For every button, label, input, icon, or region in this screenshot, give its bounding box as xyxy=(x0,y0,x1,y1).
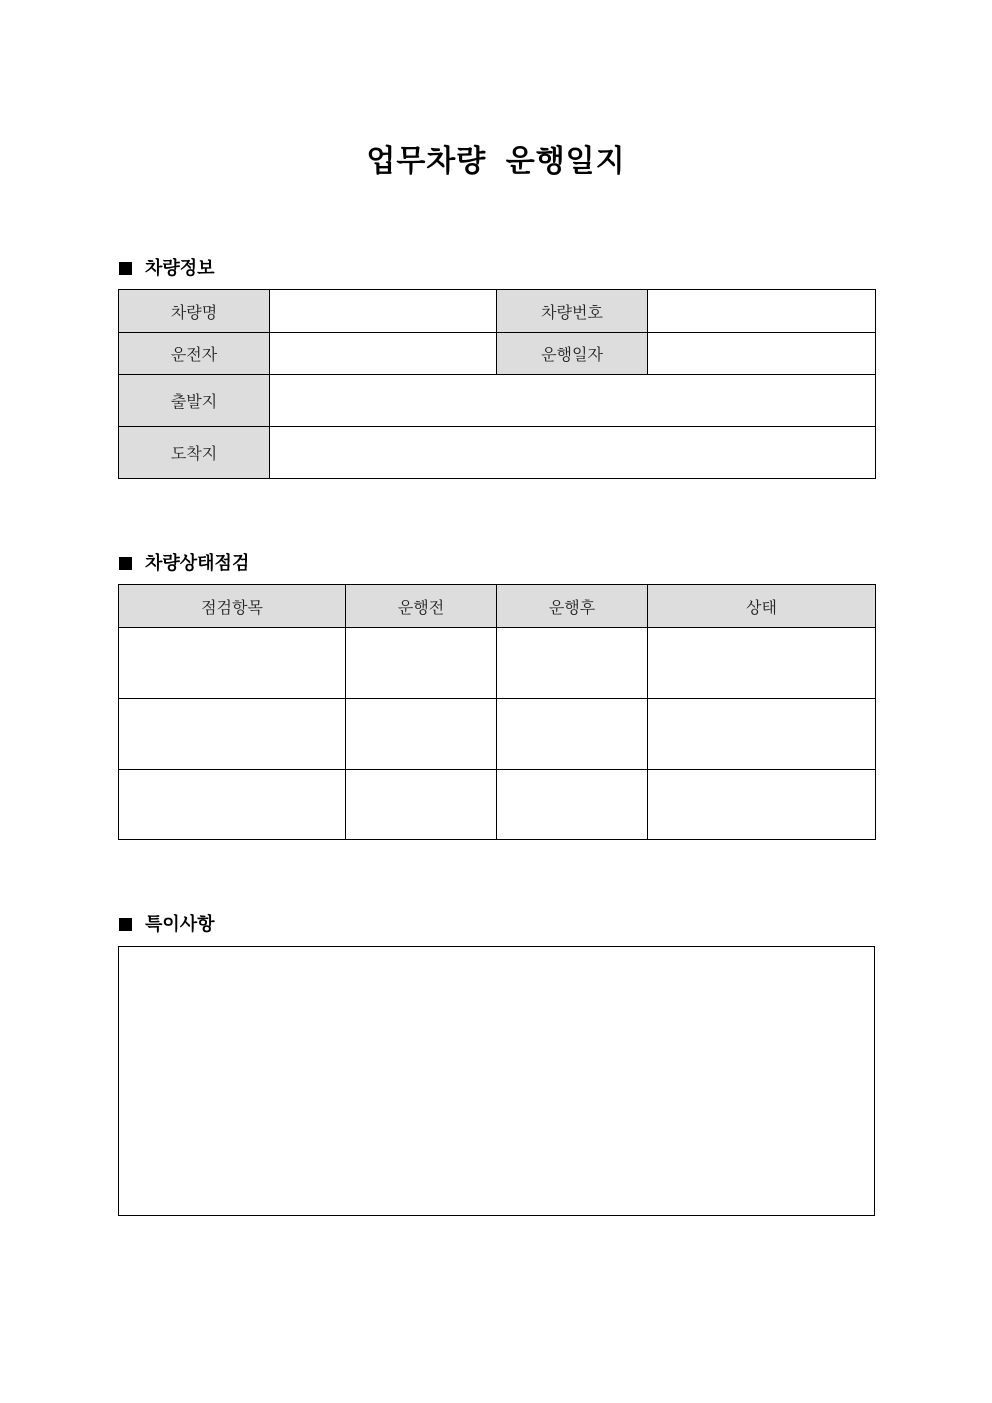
table-row xyxy=(119,699,876,770)
notes-box[interactable] xyxy=(118,946,875,1216)
section-title: 특이사항 xyxy=(145,914,215,935)
table-row xyxy=(119,770,876,840)
status-cell[interactable] xyxy=(648,699,876,770)
before-cell[interactable] xyxy=(346,699,497,770)
inspection-table xyxy=(118,584,876,840)
section-title: 차량상태점검 xyxy=(145,553,250,574)
operation-date-field[interactable] xyxy=(648,333,876,375)
label-driver: 운전자 xyxy=(119,333,270,375)
section-heading-inspection xyxy=(119,549,249,575)
square-bullet-icon xyxy=(119,262,132,275)
arrival-field[interactable] xyxy=(270,427,876,479)
after-cell[interactable] xyxy=(497,628,648,699)
before-cell[interactable] xyxy=(346,628,497,699)
departure-field[interactable] xyxy=(270,375,876,427)
section-heading-vehicle-info xyxy=(119,254,215,280)
item-cell[interactable] xyxy=(119,699,346,770)
table-row xyxy=(119,427,876,479)
table-header-row xyxy=(119,585,876,628)
vehicle-name-field[interactable] xyxy=(270,290,497,333)
column-header-before: 운행전 xyxy=(346,585,497,628)
vehicle-info-table xyxy=(118,289,876,479)
square-bullet-icon xyxy=(119,557,132,570)
table-row xyxy=(119,375,876,427)
label-operation-date: 운행일자 xyxy=(497,333,648,375)
vehicle-number-field[interactable] xyxy=(648,290,876,333)
column-header-item: 점검항목 xyxy=(119,585,346,628)
status-cell[interactable] xyxy=(648,770,876,840)
status-cell[interactable] xyxy=(648,628,876,699)
column-header-after: 운행후 xyxy=(497,585,648,628)
driver-field[interactable] xyxy=(270,333,497,375)
label-vehicle-name: 차량명 xyxy=(119,290,270,333)
after-cell[interactable] xyxy=(497,699,648,770)
item-cell[interactable] xyxy=(119,628,346,699)
before-cell[interactable] xyxy=(346,770,497,840)
label-arrival: 도착지 xyxy=(119,427,270,479)
after-cell[interactable] xyxy=(497,770,648,840)
label-vehicle-number: 차량번호 xyxy=(497,290,648,333)
table-row xyxy=(119,333,876,375)
label-departure: 출발지 xyxy=(119,375,270,427)
column-header-status: 상태 xyxy=(648,585,876,628)
table-row xyxy=(119,628,876,699)
item-cell[interactable] xyxy=(119,770,346,840)
section-heading-notes xyxy=(119,910,215,936)
square-bullet-icon xyxy=(119,918,132,931)
section-title: 차량정보 xyxy=(145,258,215,279)
table-row xyxy=(119,290,876,333)
document-title: 업무차량 운행일지 xyxy=(366,144,626,179)
